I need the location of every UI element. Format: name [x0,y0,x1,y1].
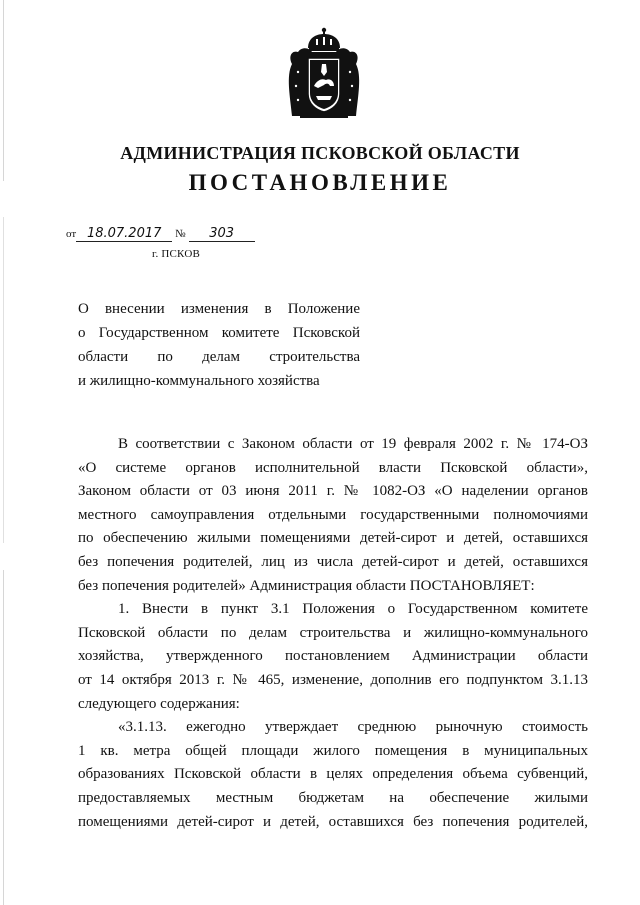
organization-title: АДМИНИСТРАЦИЯ ПСКОВСКОЙ ОБЛАСТИ [120,143,520,163]
body-line: Псковской области по делам строительства и жилищно-коммунального [78,624,588,641]
pskov-coat-of-arms-icon [284,26,364,126]
body-line: следующего содержания: [78,695,240,712]
body-line: хозяйства, утвержденного постановлением Администрации области [78,648,588,665]
body-line: без попечения родителей, лиц из числа детей-сирот и детей, оставшихся [78,553,588,570]
body-line: образованиях Псковской области в целях определения объема субвенций, [78,766,588,783]
body-line: «О системе органов исполнительной власти Псковской области», [78,459,588,476]
body-line: 1 кв. метра общей площади жилого помещения в муниципальных [78,742,588,759]
date-prefix: от [66,228,77,240]
body-line: по обеспечению жилыми помещениями детей-сирот и детей, оставшихся [78,530,588,547]
city-label: г. ПСКОВ [152,248,200,260]
document-subject [78,297,360,393]
body-line: от 14 октября 2013 г. № 465, изменение, дополнив его подпунктом 3.1.13 [78,671,588,688]
document-meta-line [66,226,255,242]
scan-edge [3,0,4,905]
document-type-title: ПОСТАНОВЛЕНИЕ [188,170,452,195]
body-line: местного самоуправления отдельными государственными полномочиями [78,506,588,523]
body-line: помещениями детей-сирот и детей, оставшихся без попечения родителей, [78,813,588,830]
handwritten-number: 303 [189,227,255,242]
number-prefix: № [175,228,186,240]
body-line: В соответствии с Законом области от 19 февраля 2002 г. № 174-ОЗ [118,436,588,452]
subject-line: области по делам строительства [78,349,360,365]
body-line: предоставляемых местным бюджетам на обеспечение жилыми [78,789,588,806]
subject-line: и жилищно-коммунального хозяйства [78,373,320,389]
subject-line: о Государственном комитете Псковской [78,325,360,341]
body-line: Законом области от 03 июня 2011 г. № 1082-ОЗ «О наделении органов [78,483,588,500]
body-line: «3.1.13. ежегодно утверждает среднюю рыночную стоимость [118,719,588,736]
subject-line: О внесении изменения в Положение [78,301,360,317]
document-body [78,433,588,834]
body-line: без попечения родителей» Администрация области ПОСТАНОВЛЯЕТ: [78,577,535,594]
handwritten-date: 18.07.2017 [76,227,172,242]
body-line: 1. Внести в пункт 3.1 Положения о Государственном комитете [118,601,588,618]
